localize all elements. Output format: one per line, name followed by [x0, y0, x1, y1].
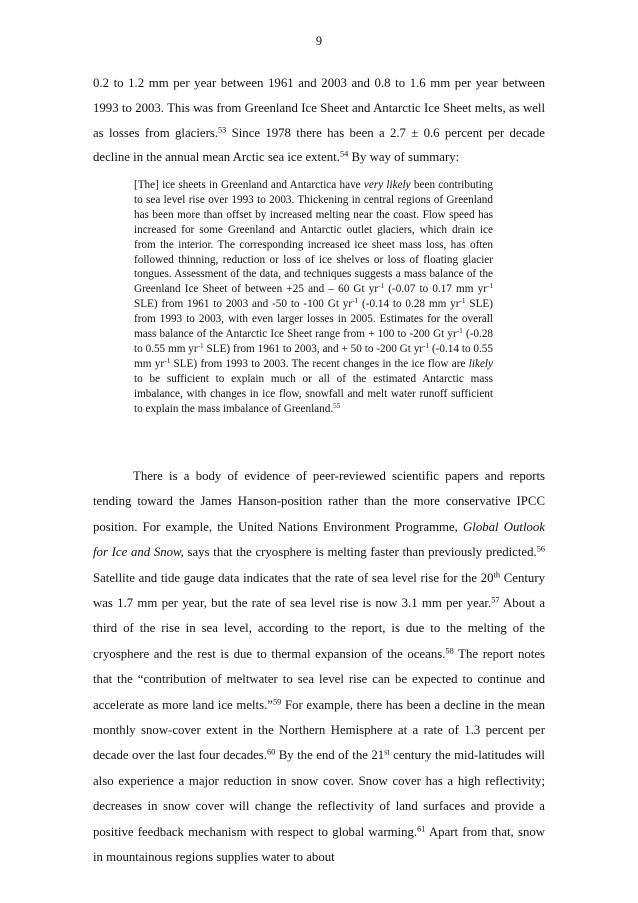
text-run: For example, there has been a decline in the mean monthly snow-cover extent in the Northern Hemisphere at a rate of 1.3 percent per decade over the last four decades.	[93, 697, 546, 763]
superscript: -1	[378, 282, 385, 291]
text-run: Century was 1.7 mm per year, but the rate of sea level rise is now 3.1 mm per year.	[93, 570, 545, 611]
text-run: There is a body of evidence of peer-reviewed scientific papers and reports tending toward the James Hanson-position rather than the more conservative IPCC position. For example, the United Nations Environment Programme,	[93, 469, 545, 534]
body-paragraph-1	[93, 71, 545, 170]
superscript: -1	[423, 341, 430, 350]
text-run: By the end of the 21	[275, 748, 385, 763]
text-run: [The] ice sheets in Greenland and Antarctica have	[134, 179, 364, 191]
superscript: -1	[352, 297, 359, 306]
text-run: (-0.14 to 0.28 mm yr	[358, 298, 460, 311]
text-run: SLE) from 1961 to 2003 and -50 to -100 Gt yr	[134, 298, 353, 311]
italic-run: Global Outlook for Ice and Snow,	[93, 519, 545, 560]
text-run: SLE) from 1993 to 2003. The recent changes in the ice flow are	[170, 357, 469, 370]
text-run: (-0.07 to 0.17 mm yr	[384, 283, 487, 296]
footnote-ref-55: 55	[333, 401, 341, 410]
body-paragraph-2	[93, 464, 545, 871]
text-run: to be sufficient to explain much or all of the estimated Antarctic mass imbalance, with changes in ice flow, snowfall and melt water runoff sufficient to explain the mass imbalance of Greenland.	[134, 372, 493, 415]
text-run: 0.2 to 1.2 mm per year between 1961 and 2003 and 0.8 to 1.6 mm per year between 1993 to 2003. This was from Greenland Ice Sheet and Antarctic Ice Sheet melts, as well as losses from glaciers.	[93, 76, 545, 140]
text-run: Satellite and tide gauge data indicates that the rate of sea level rise for the 20	[93, 570, 494, 585]
page-number: 9	[315, 34, 323, 48]
text-run: Since 1978 there has been a 2.7 ± 0.6 percent per decade decline in the annual mean Arctic sea ice extent.	[93, 125, 545, 165]
superscript: -1	[164, 356, 171, 365]
text-run: SLE) from 1961 to 2003, and + 50 to -200 Gt yr	[203, 342, 424, 355]
footnote-ref-58: 58	[445, 646, 454, 656]
text-run: The report notes that the “contribution of meltwater to sea level rise can be expected to continue and accelerate as more land ice melts.”	[93, 646, 545, 712]
superscript: -1	[486, 282, 493, 291]
ordinal-suffix: th	[493, 570, 501, 580]
text-run: SLE) from 1993 to 2003, with even larger losses in 2005. Estimates for the overall mass balance of the Antarctic Ice Sheet range from + 100 to -200 Gt yr	[134, 298, 493, 341]
italic-run: very likely	[363, 179, 411, 191]
superscript: -1	[459, 297, 466, 306]
ordinal-suffix: st	[384, 747, 390, 757]
text-run: Apart from that, snow in mountainous regions supplies water to about	[93, 824, 545, 865]
text-run: By way of summary:	[348, 150, 460, 165]
footnote-ref-60: 60	[266, 747, 276, 757]
text-run: been contributing to sea level rise over 1993 to 2003. Thickening in central regions of Greenland has been more than offset by increased melting near the coast. Flow speed has increased for some Greenland and Antarctic outlet glaciers, which drain ice from the interior. The corresponding increased ice sheet mass loss, has often followed thinning, reduction or loss of ice shelves or loss of floating glacier tongues. Assessment of the data, and techniques suggests a mass balance of the Greenland Ice Sheet of between +25 and – 60 Gt yr	[134, 179, 493, 296]
footnote-ref-53: 53	[218, 125, 227, 135]
text-run: About a third of the rise in sea level, according to the report, is due to the melting of the cryosphere and the rest is due to thermal expansion of the oceans.	[93, 596, 545, 661]
footnote-ref-56: 56	[536, 544, 546, 554]
footnote-ref-54: 54	[339, 149, 349, 159]
footnote-ref-57: 57	[491, 595, 500, 605]
superscript: -1	[197, 341, 204, 350]
block-quote	[134, 178, 493, 417]
text-run: (-0.28 to 0.55 mm yr	[134, 328, 494, 355]
text-run: (-0.14 to 0.55 mm yr	[134, 342, 493, 370]
superscript: -1	[456, 327, 463, 336]
footnote-ref-59: 59	[272, 697, 282, 707]
italic-run: likely	[468, 357, 493, 370]
text-run: century the mid-latitudes will also experience a major reduction in snow cover. Snow cover has a high reflectivity; decreases in snow cover will change the reflectivity of land surfaces and provide a positive feedback mechanism with respect to global warming.	[93, 748, 545, 839]
footnote-ref-61: 61	[417, 824, 426, 834]
text-run: says that the cryosphere is melting faster than previously predicted.	[183, 545, 537, 560]
